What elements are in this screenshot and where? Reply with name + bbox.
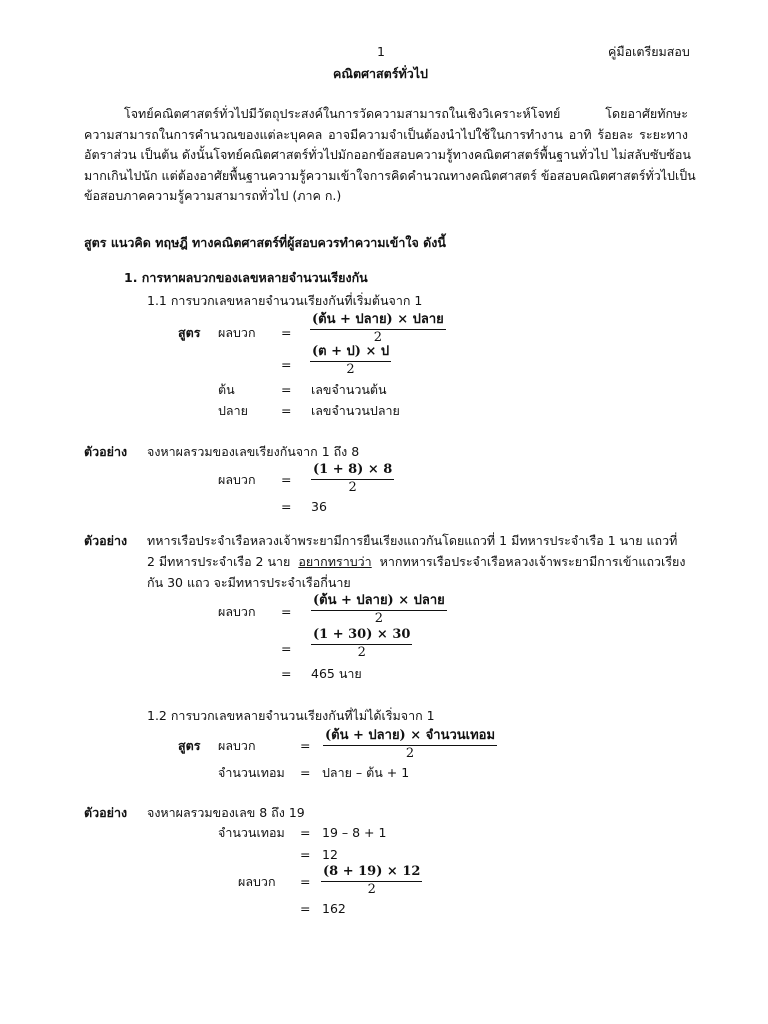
- formula-label: สูตร: [178, 738, 201, 753]
- equals-sign: =: [300, 765, 311, 780]
- example-result: 36: [311, 499, 327, 514]
- intro-line: ข้อสอบภาคความรู้ความสามารถทั่วไป (ภาค ก.): [84, 188, 342, 203]
- fraction-numerator: (8 + 19) × 12: [323, 864, 421, 879]
- terms-formula: ปลาย – ต้น + 1: [322, 765, 410, 780]
- fraction-denominator: 2: [357, 645, 366, 660]
- example-result: 162: [322, 901, 346, 916]
- example-line-text: 2 มีทหารประจำเรือ 2 นาย: [147, 554, 291, 569]
- topic-heading: 1. การหาผลบวกของเลขหลายจำนวนเรียงกัน: [124, 270, 368, 285]
- example-fraction: [311, 627, 412, 660]
- equals-sign: =: [300, 825, 311, 840]
- definition-term: ปลาย: [218, 403, 248, 418]
- fraction-denominator: 2: [405, 746, 415, 761]
- fraction-numerator: (ต้น + ปลาย) × ปลาย: [312, 312, 444, 327]
- formula-fraction: [310, 344, 391, 377]
- equals-sign: =: [281, 472, 292, 487]
- intro-line: อัตราส่วน เป็นต้น ดังนั้นโจทย์คณิตศาสตร์ทั่วไปมักออกข้อสอบความรู้ทางคณิตศาสตร์พื้นฐานทั่วไป ไม่สลับซับซ้อน: [84, 147, 691, 162]
- example-line: กัน 30 แถว จะมีทหารประจำเรือกี่นาย: [147, 575, 351, 590]
- fraction-denominator: 2: [373, 330, 383, 345]
- terms-label: จำนวนเทอม: [218, 825, 285, 840]
- fraction-numerator: (ต้น + ปลาย) × จำนวนเทอม: [325, 728, 496, 743]
- intro-paragraph: [84, 104, 696, 207]
- example-label: ตัวอย่าง: [84, 444, 128, 459]
- intro-line: โจทย์คณิตศาสตร์ทั่วไปมีวัตถุประสงค์ในการวัดความสามารถในเชิงวิเคราะห์โจทย์ โดยอาศัยทักษะ: [124, 106, 688, 121]
- example-line: [147, 554, 685, 570]
- example-label: ตัวอย่าง: [84, 805, 128, 820]
- fraction-denominator: 2: [367, 882, 376, 897]
- page-title: คณิตศาสตร์ทั่วไป: [333, 66, 428, 81]
- equals-sign: =: [300, 738, 311, 753]
- example-label: ตัวอย่าง: [84, 533, 128, 548]
- running-header: คู่มือเตรียมสอบ: [608, 44, 690, 59]
- definition-term: ต้น: [218, 382, 235, 397]
- terms-value: 12: [322, 847, 338, 862]
- equals-sign: =: [281, 641, 292, 656]
- example-fraction: [311, 593, 447, 626]
- formula-fraction: [323, 728, 497, 761]
- terms-label: จำนวนเทอม: [218, 765, 285, 780]
- fraction-numerator: (ต + ป) × ป: [312, 344, 390, 359]
- example-result: 465 นาย: [311, 666, 362, 681]
- example-question: จงหาผลรวมของเลข 8 ถึง 19: [147, 805, 305, 820]
- equals-sign: =: [281, 403, 292, 418]
- equals-sign: =: [281, 604, 292, 619]
- fraction-numerator: (1 + 8) × 8: [313, 462, 393, 477]
- definition-meaning: เลขจำนวนต้น: [311, 382, 387, 397]
- sum-label: ผลบวก: [218, 738, 256, 753]
- formula-fraction: [310, 312, 446, 345]
- equals-sign: =: [300, 901, 311, 916]
- terms-calculation: 19 – 8 + 1: [322, 825, 387, 840]
- sum-label: ผลบวก: [218, 325, 256, 340]
- underlined-phrase: อยากทราบว่า: [298, 554, 372, 569]
- example-line-text: หากทหารเรือประจำเรือหลวงเจ้าพระยามีการเข้าแถวเรียง: [379, 554, 686, 569]
- equals-sign: =: [300, 874, 311, 889]
- subtopic-heading: 1.2 การบวกเลขหลายจำนวนเรียงกันที่ไม่ได้เริ่มจาก 1: [147, 708, 435, 723]
- sum-label: ผลบวก: [218, 472, 256, 487]
- definition-meaning: เลขจำนวนปลาย: [311, 403, 400, 418]
- page-number: 1: [377, 44, 385, 59]
- fraction-denominator: 2: [346, 362, 355, 377]
- equals-sign: =: [281, 325, 292, 340]
- fraction-denominator: 2: [374, 611, 384, 626]
- equals-sign: =: [281, 357, 292, 372]
- sum-label: ผลบวก: [218, 604, 256, 619]
- example-fraction: [321, 864, 422, 897]
- intro-line: มากเกินไปนัก แต่ต้องอาศัยพื้นฐานความรู้ความเข้าใจการคิดคำนวณทางคณิตศาสตร์ ข้อสอบคณิตศาสตร์ทั่วไปเป็น: [84, 167, 696, 183]
- fraction-numerator: (1 + 30) × 30: [313, 627, 411, 642]
- subtopic-heading: 1.1 การบวกเลขหลายจำนวนเรียงกันที่เริ่มต้นจาก 1: [147, 293, 423, 308]
- fraction-denominator: 2: [348, 480, 357, 495]
- equals-sign: =: [281, 499, 292, 514]
- example-question: จงหาผลรวมของเลขเรียงกันจาก 1 ถึง 8: [147, 444, 360, 459]
- example-fraction: [311, 462, 394, 495]
- equals-sign: =: [281, 666, 292, 681]
- equals-sign: =: [281, 382, 292, 397]
- section-heading: สูตร แนวคิด ทฤษฎี ทางคณิตศาสตร์ที่ผู้สอบควรทำความเข้าใจ ดังนี้: [84, 235, 446, 250]
- fraction-numerator: (ต้น + ปลาย) × ปลาย: [313, 593, 445, 608]
- formula-label: สูตร: [178, 325, 201, 340]
- sum-label: ผลบวก: [238, 874, 276, 889]
- equals-sign: =: [300, 847, 311, 862]
- intro-line: ความสามารถในการคำนวณของแต่ละบุคคล อาจมีความจำเป็นต้องนำไปใช้ในการทำงาน อาทิ ร้อยละ ระยะทาง: [84, 126, 688, 142]
- example-line: ทหารเรือประจำเรือหลวงเจ้าพระยามีการยืนเรียงแถวกันโดยแถวที่ 1 มีทหารประจำเรือ 1 นาย แถวที่: [147, 533, 678, 548]
